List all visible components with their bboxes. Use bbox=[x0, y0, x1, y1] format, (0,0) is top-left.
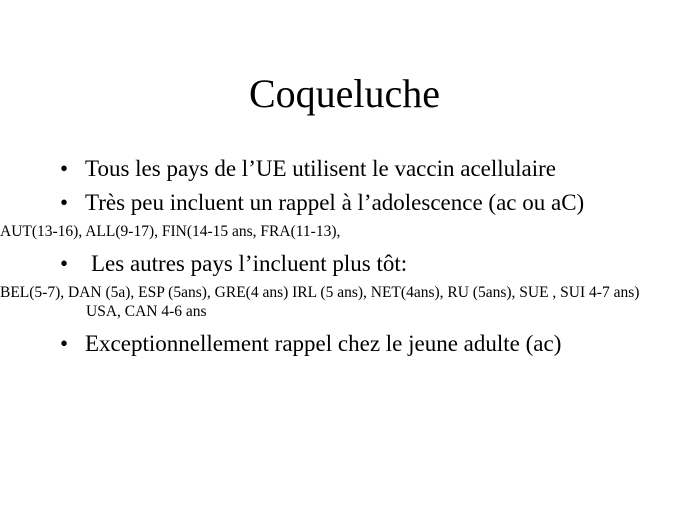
bullet-item-adolescent-booster bbox=[0, 188, 689, 217]
bullet-item-earlier-booster bbox=[0, 249, 689, 278]
slide-content bbox=[0, 154, 689, 363]
bullet-item-young-adult bbox=[0, 329, 689, 358]
bullet-marker: • bbox=[60, 190, 69, 215]
bullet-text: Exceptionnellement rappel chez le jeune adulte (ac) bbox=[85, 331, 562, 356]
country-list-earlier: BEL(5-7), DAN (5a), ESP (5ans), GRE(4 ans) IRL (5 ans), NET(4ans), RU (5ans), SUE , SUI 4-7 ans) USA, CAN 4-6 ans bbox=[0, 284, 640, 320]
country-list-adolescent: AUT(13-16), ALL(9-17), FIN(14-15 ans, FRA(11-13), bbox=[0, 223, 341, 240]
bullet-text: Tous les pays de l’UE utilisent le vaccin acellulaire bbox=[85, 156, 557, 181]
slide-title: Coqueluche bbox=[248, 71, 441, 116]
bullet-marker: • bbox=[60, 251, 69, 276]
bullet-text: Très peu incluent un rappel à l’adolescence (ac ou aC) bbox=[85, 190, 585, 215]
bullet-item-eu-vaccine bbox=[0, 154, 689, 183]
bullet-text: Les autres pays l’incluent plus tôt: bbox=[91, 251, 408, 276]
bullet-marker: • bbox=[60, 331, 69, 356]
bullet-marker: • bbox=[60, 156, 69, 181]
